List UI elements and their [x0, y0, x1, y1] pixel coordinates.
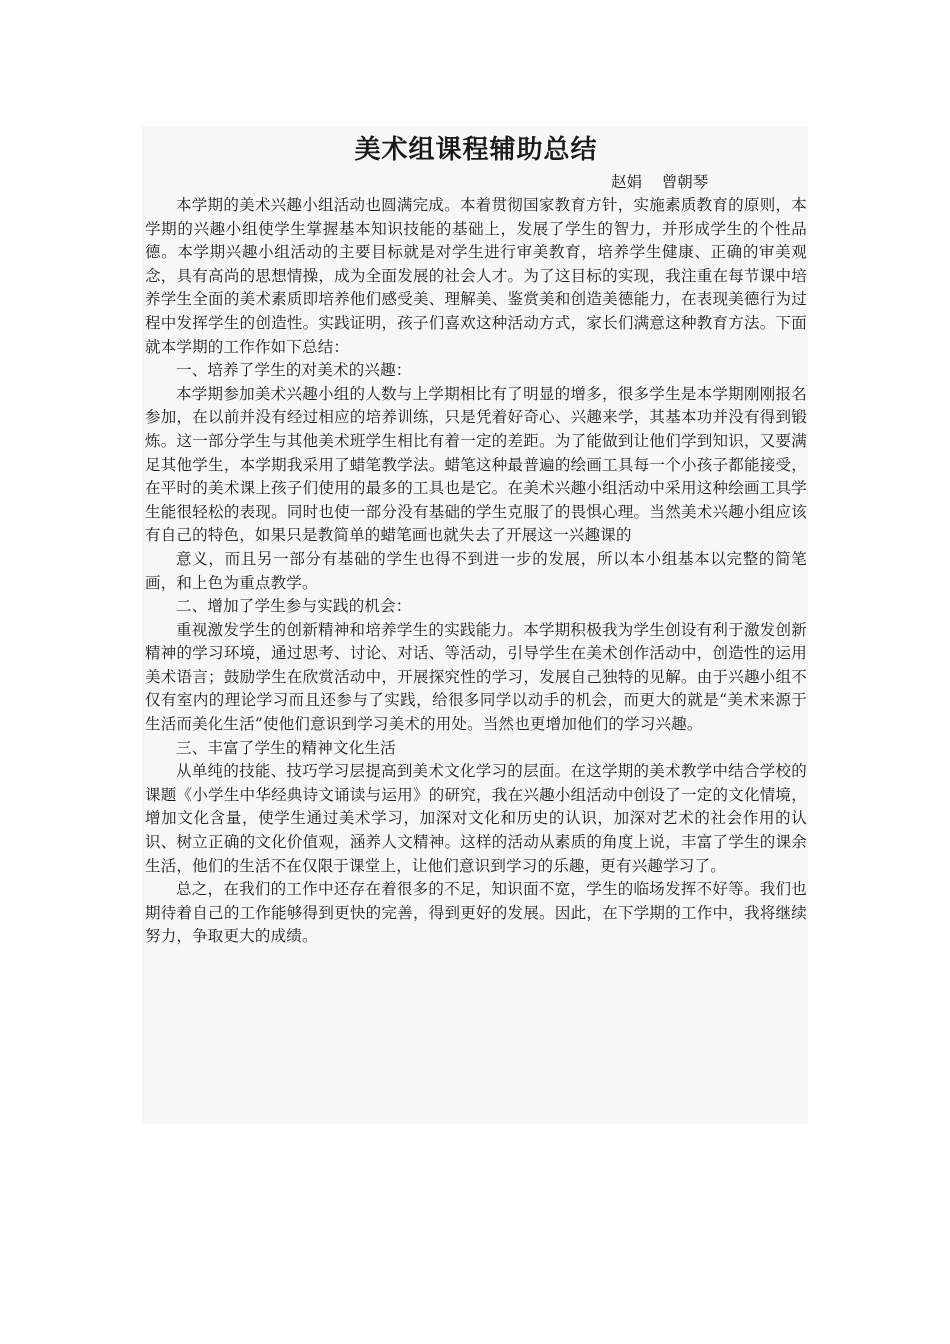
section-heading-3: 三、丰富了学生的精神文化生活	[176, 738, 396, 757]
section-heading-1: 一、培养了学生的对美术的兴趣：	[176, 361, 412, 380]
paragraph-section-1: 本学期参加美术兴趣小组的人数与上学期相比有了明显的增多，很多学生是本学期刚刚报名参加，在以前并没有经过相应的培养训练，只是凭着好奇心、兴趣来学，其基本功并没有得到锻炼。这一部分学生与其他美术班学生相比有着一定的差距。为了能做到让他们学到知识，又要满足其他学生，本学期我采用了蜡笔教学法。蜡笔这种最普遍的绘画工具每一个小孩子都能接受，在平时的美术课上孩子们使用的最多的工具也是它。在美术兴趣小组活动中采用这种绘画工具学生能很轻松的表现。同时也使一部分没有基础的学生克服了的畏惧心理。当然美术兴趣小组应该有自己的特色，如果只是教简单的蜡笔画也就失去了开展这一兴趣课的	[145, 384, 807, 545]
document-title: 美术组课程辅助总结	[354, 135, 598, 165]
paragraph-section-3: 从单纯的技能、技巧学习层提高到美术文化学习的层面。在这学期的美术教学中结合学校的课题《小学生中华经典诗文诵读与运用》的研究，我在兴趣小组活动中创设了一定的文化情境，增加文化含量，使学生通过美术学习，加深对文化和历史的认识，加深对艺术的社会作用的认识、树立正确的文化价值观，涵养人文精神。这样的活动从素质的角度上说，丰富了学生的课余生活，他们的生活不在仅限于课堂上，让他们意识到学习的乐趣，更有兴趣学习了。	[145, 762, 807, 875]
paragraph-intro: 本学期的美术兴趣小组活动也圆满完成。本着贯彻国家教育方针，实施素质教育的原则，本学期的兴趣小组使学生掌握基本知识技能的基础上，发展了学生的智力，并形成学生的个性品德。本学期兴趣小组活动的主要目标就是对学生进行审美教育，培养学生健康、正确的审美观念，具有高尚的思想情操，成为全面发展的社会人才。为了这目标的实现，我注重在每节课中培养学生全面的美术素质即培养他们感受美、理解美、鉴赏美和创造美德能力，在表现美德行为过程中发挥学生的创造性。实践证明，孩子们喜欢这种活动方式，家长们满意这种教育方法。下面就本学期的工作作如下总结：	[145, 196, 807, 356]
section-heading-2: 二、增加了学生参与实践的机会：	[176, 597, 412, 616]
paragraph-section-2: 重视激发学生的创新精神和培养学生的实践能力。本学期积极我为学生创设有利于激发创新精神的学习环境，通过思考、讨论、对话、等活动，引导学生在美术创作活动中，创造性的运用美术语言；鼓励学生在欣赏活动中，开展探究性的学习，发展自己独特的见解。由于兴趣小组不仅有室内的理论学习而且还参与了实践，给很多同学以动手的机会，而更大的就是“美术来源于生活而美化生活”使他们意识到学习美术的用处。当然也更增加他们的学习兴趣。	[145, 620, 807, 734]
document-body	[145, 130, 807, 949]
paragraph-section-1-continued: 意义，而且另一部分有基础的学生也得不到进一步的发展，所以本小组基本以完整的简笔画，和上色为重点教学。	[145, 549, 807, 592]
paragraph-conclusion: 总之，在我们的工作中还存在着很多的不足，知识面不宽，学生的临场发挥不好等。我们也期待着自己的工作能够得到更快的完善，得到更好的发展。因此，在下学期的工作中，我将继续努力，争取更大的成绩。	[145, 880, 807, 946]
document-authors: 赵娟 曾朝琴	[611, 173, 709, 191]
